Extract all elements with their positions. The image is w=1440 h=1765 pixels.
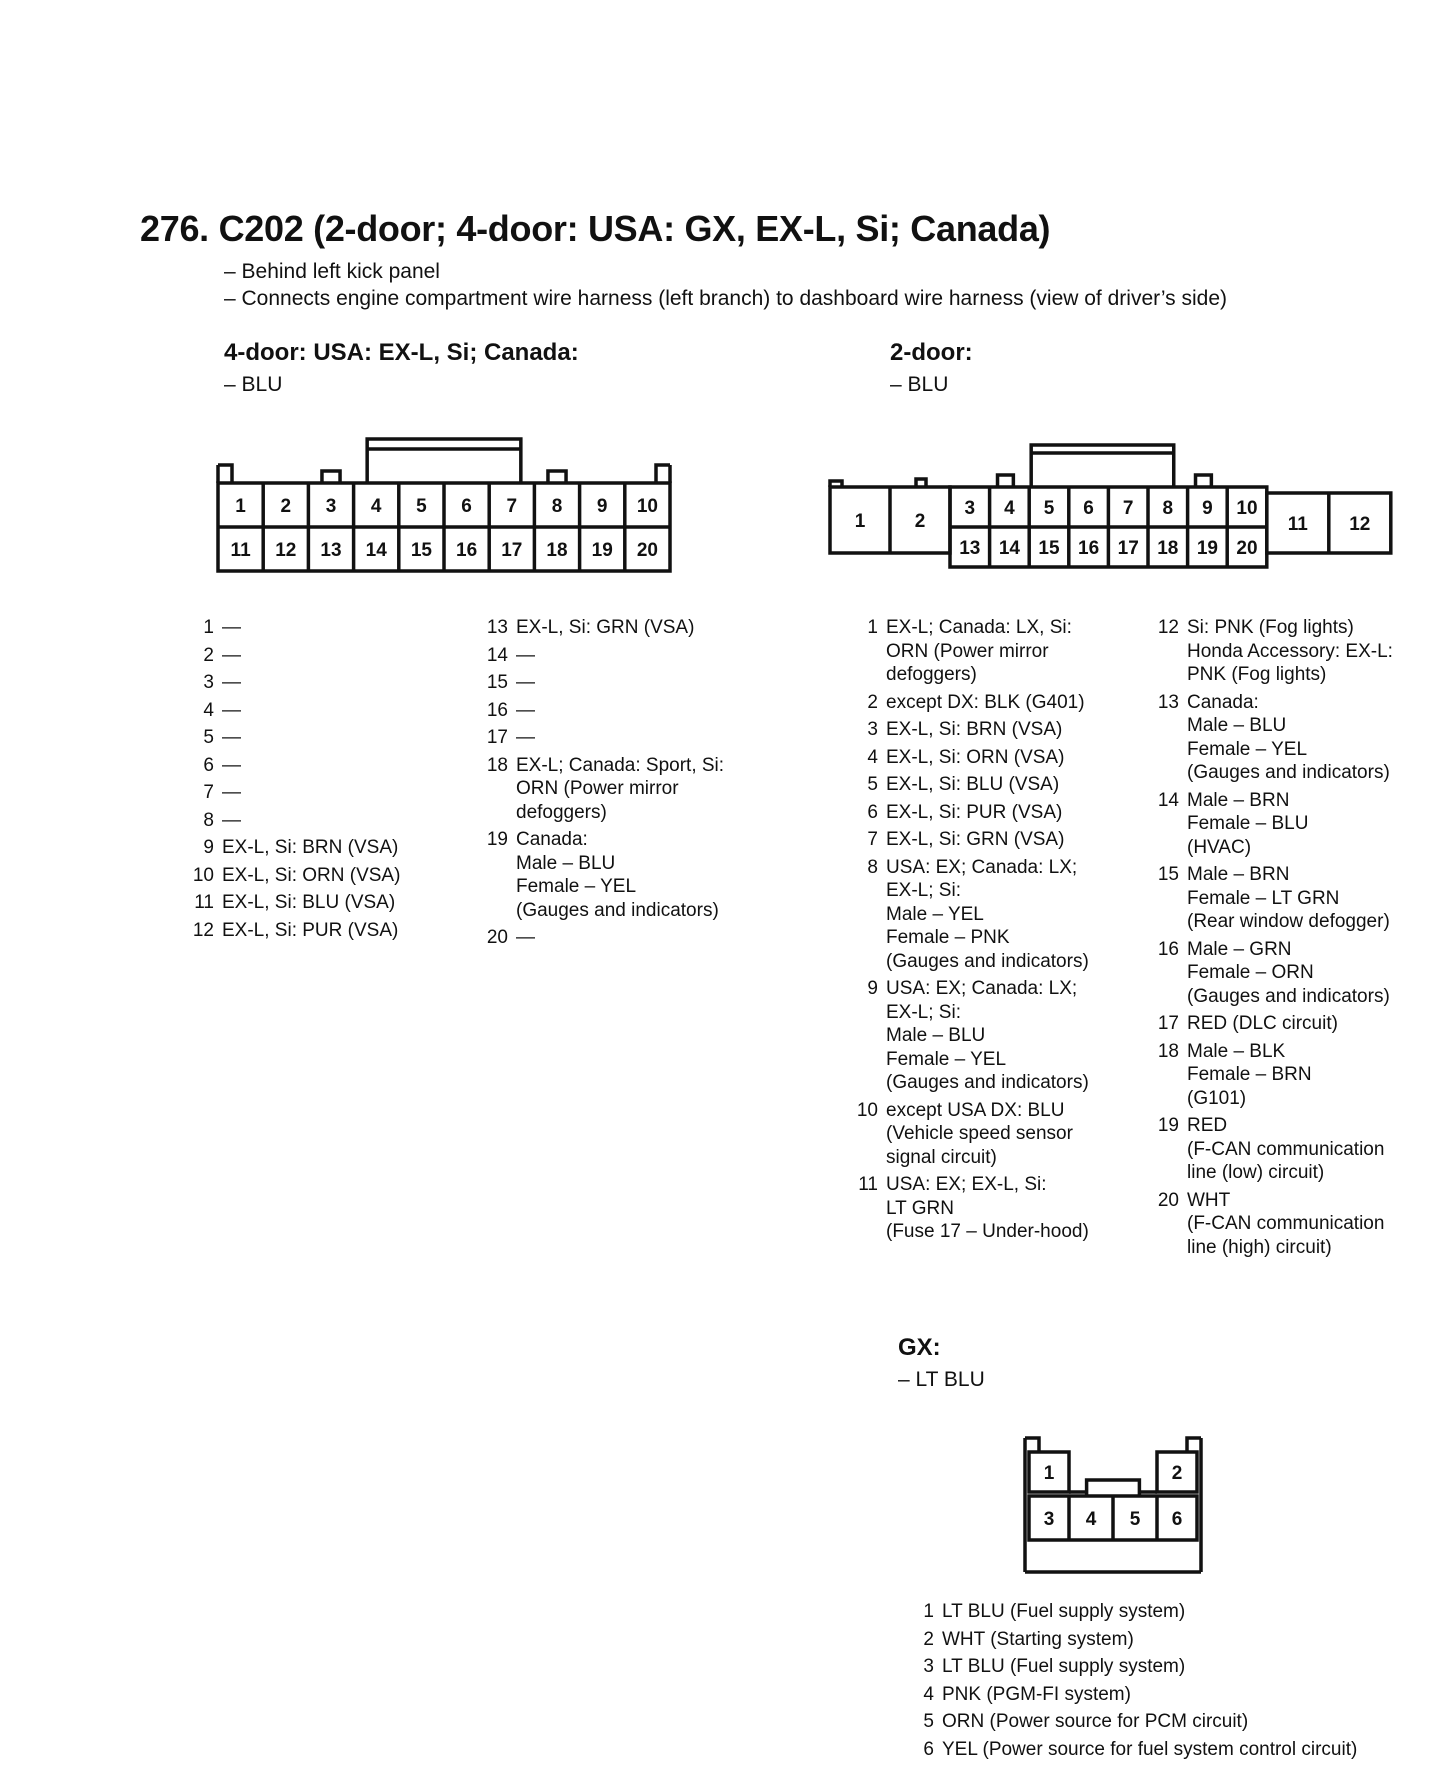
- pin-description: —: [516, 699, 535, 721]
- pin-description: Canada: Male – BLU Female – YEL (Gauges and indicators): [1187, 691, 1390, 783]
- pin-label: 10: [1236, 498, 1258, 519]
- pin-number: 18: [1157, 1040, 1179, 1062]
- pin-description: Male – GRN Female – ORN (Gauges and indicators): [1187, 938, 1390, 1007]
- pin-label: 9: [1202, 498, 1213, 519]
- pin-label: 4: [1004, 498, 1015, 519]
- pin-number: 10: [856, 1099, 878, 1121]
- pin-label: 4: [1085, 1509, 1097, 1530]
- pin-description: EX-L, Si: PUR (VSA): [886, 801, 1063, 823]
- pin-number: 19: [1157, 1115, 1179, 1136]
- pin-number: 4: [867, 746, 878, 768]
- pin-number: 20: [486, 927, 508, 948]
- pin-number: 16: [1157, 938, 1179, 960]
- pin-number: 3: [867, 719, 878, 740]
- connection-note: – Connects engine compartment wire harness (left branch) to dashboard wire harness (view of driver’s side): [224, 287, 1228, 310]
- pin-number: 5: [867, 774, 878, 795]
- pin-number: 15: [486, 672, 508, 693]
- pin-description: WHT (F-CAN communication line (high) circuit): [1187, 1189, 1385, 1258]
- pin-number: 11: [858, 1174, 878, 1195]
- pin-label: 6: [461, 496, 472, 517]
- pin-number: 2: [923, 1628, 934, 1650]
- pin-label: 18: [546, 540, 568, 561]
- pin-label: 12: [1349, 514, 1371, 535]
- pin-label: 10: [636, 496, 658, 517]
- pin-label: 18: [1157, 538, 1179, 559]
- pin-label: 3: [1043, 1509, 1055, 1530]
- pin-number: 8: [203, 809, 214, 831]
- pin-description: EX-L, Si: PUR (VSA): [222, 919, 399, 941]
- pin-description: RED (F-CAN communication line (low) circuit): [1187, 1115, 1385, 1183]
- pin-label: 6: [1083, 498, 1094, 519]
- pin-description: ORN (Power source for PCM circuit): [942, 1711, 1249, 1732]
- pin-label: 19: [591, 540, 613, 561]
- pin-description: RED (DLC circuit): [1187, 1013, 1338, 1034]
- pin-label: 5: [416, 496, 427, 517]
- pin-description: —: [222, 809, 241, 831]
- pin-description: EX-L; Canada: Sport, Si: ORN (Power mirror defoggers): [516, 754, 725, 823]
- pin-description: EX-L, Si: BLU (VSA): [222, 892, 396, 913]
- pin-number: 17: [1157, 1013, 1179, 1034]
- pin-number: 10: [192, 864, 214, 886]
- pin-number: 19: [486, 829, 508, 850]
- pin-description: —: [516, 727, 535, 748]
- location-note: – Behind left kick panel: [224, 260, 440, 283]
- pin-number: 8: [867, 856, 878, 878]
- pin-description: —: [222, 754, 241, 776]
- pin-description: EX-L, Si: BLU (VSA): [886, 774, 1060, 795]
- shell-left: [1025, 1438, 1039, 1452]
- gx-pin-list: [920, 1600, 1430, 1765]
- gx-heading: GX:: [898, 1334, 941, 1361]
- pin-number: 15: [1157, 864, 1179, 885]
- pin-label: 15: [410, 540, 432, 561]
- pin-number: 11: [194, 892, 214, 913]
- pin-description: —: [516, 644, 535, 666]
- pin-label: 20: [636, 540, 658, 561]
- pin-description: EX-L, Si: BRN (VSA): [222, 837, 399, 858]
- pin-number: 2: [203, 644, 214, 666]
- pin-number: 14: [486, 644, 508, 666]
- pin-description: —: [222, 644, 241, 666]
- pin-label: 5: [1129, 1509, 1141, 1530]
- connector-lock: [1087, 1480, 1140, 1496]
- two-door-heading: 2-door:: [890, 339, 973, 366]
- pin-description: Male – BLK Female – BRN (G101): [1187, 1040, 1312, 1109]
- pin-description: EX-L, Si: GRN (VSA): [516, 617, 695, 638]
- pin-label: 3: [964, 498, 976, 519]
- pin-description: except DX: BLK (G401): [886, 691, 1085, 713]
- pin-label: 1: [854, 511, 866, 532]
- pin-label: 19: [1196, 538, 1218, 559]
- pin-label: 1: [1043, 1463, 1055, 1484]
- pin-label: 14: [365, 540, 387, 561]
- page-title: 276. C202 (2-door; 4-door: USA: GX, EX-L, Si; Canada): [140, 208, 1051, 249]
- pin-number: 1: [923, 1601, 934, 1622]
- pin-label: 16: [456, 540, 478, 561]
- pin-description-item: [920, 1600, 1430, 1624]
- pin-description-item: [920, 1738, 1430, 1762]
- pin-label: 4: [370, 496, 382, 517]
- pin-description: —: [516, 672, 535, 693]
- pin-number: 12: [192, 919, 214, 941]
- pin-label: 7: [1122, 498, 1134, 519]
- pin-number: 13: [1157, 691, 1179, 713]
- pin-label: 2: [1171, 1463, 1183, 1484]
- pin-description: LT BLU (Fuel supply system): [942, 1656, 1186, 1677]
- pin-number: 5: [923, 1711, 934, 1732]
- pin-number: 7: [203, 782, 214, 803]
- pin-label: 6: [1171, 1509, 1183, 1530]
- pin-number: 1: [203, 617, 214, 638]
- pin-label: 1: [235, 496, 246, 517]
- four-door-color: – BLU: [224, 373, 283, 396]
- pin-label: 15: [1038, 538, 1060, 559]
- pin-description: WHT (Starting system): [942, 1628, 1134, 1650]
- pin-number: 9: [203, 837, 214, 858]
- pin-number: 20: [1157, 1189, 1179, 1211]
- pin-label: 7: [506, 496, 518, 517]
- pin-description: PNK (PGM-FI system): [942, 1683, 1131, 1705]
- pin-description: USA: EX; Canada: LX; EX-L; Si: Male – YEL Female – PNK (Gauges and indicators): [886, 856, 1089, 972]
- pin-number: 9: [867, 978, 878, 999]
- pin-label: 2: [280, 496, 292, 517]
- pin-description: Canada: Male – BLU Female – YEL (Gauges and indicators): [516, 829, 719, 921]
- pin-number: 1: [867, 617, 878, 638]
- pin-description-item: [920, 1710, 1430, 1734]
- pin-label: 17: [1117, 538, 1139, 559]
- pin-number: 7: [867, 829, 878, 850]
- pin-description: Si: PNK (Fog lights) Honda Accessory: EX-L: PNK (Fog lights): [1187, 617, 1393, 685]
- pin-label: 9: [596, 496, 608, 517]
- pin-number: 17: [486, 727, 508, 748]
- pin-number: 6: [203, 754, 214, 776]
- pin-description: EX-L, Si: GRN (VSA): [886, 829, 1065, 850]
- pin-label: 11: [1287, 514, 1308, 535]
- pin-description: —: [222, 672, 241, 693]
- pin-label: 3: [325, 496, 337, 517]
- pin-number: 12: [1157, 617, 1179, 638]
- pin-number: 3: [203, 672, 214, 693]
- pin-label: 12: [275, 540, 297, 561]
- pin-description-item: [920, 1683, 1430, 1707]
- pin-description: EX-L; Canada: LX, Si: ORN (Power mirror defoggers): [886, 617, 1072, 685]
- pin-description: Male – BRN Female – BLU (HVAC): [1187, 789, 1309, 858]
- pin-label: 13: [959, 538, 981, 559]
- pin-description: except USA DX: BLU (Vehicle speed sensor signal circuit): [886, 1099, 1073, 1168]
- pin-label: 11: [230, 540, 251, 561]
- pin-number: 4: [923, 1683, 934, 1705]
- pin-number: 6: [867, 801, 878, 823]
- pin-number: 5: [203, 727, 214, 748]
- two-door-color: – BLU: [890, 373, 949, 396]
- pin-label: 13: [320, 540, 342, 561]
- pin-label: 5: [1043, 498, 1055, 519]
- pin-number: 3: [923, 1656, 934, 1677]
- pin-description: LT BLU (Fuel supply system): [942, 1601, 1186, 1622]
- four-door-heading: 4-door: USA: EX-L, Si; Canada:: [224, 339, 579, 366]
- shell-right: [1187, 1438, 1201, 1452]
- pin-label: 8: [1162, 498, 1174, 519]
- pin-number: 2: [867, 691, 878, 713]
- pin-description: —: [222, 782, 241, 803]
- pin-description-item: [920, 1628, 1430, 1652]
- pin-description: Male – BRN Female – LT GRN (Rear window defogger): [1187, 864, 1390, 932]
- pin-description: —: [222, 699, 241, 721]
- pin-label: 17: [501, 540, 523, 561]
- pin-description: —: [222, 727, 241, 748]
- pin-description-item: [920, 1655, 1430, 1679]
- pin-description: —: [222, 617, 241, 638]
- pin-label: 8: [551, 496, 563, 517]
- pin-description: EX-L, Si: ORN (VSA): [222, 864, 401, 886]
- pin-label: 16: [1078, 538, 1100, 559]
- pin-number: 18: [486, 754, 508, 776]
- pin-description: USA: EX; EX-L, Si: LT GRN (Fuse 17 – Under-hood): [886, 1174, 1089, 1242]
- pin-description: —: [516, 927, 535, 948]
- pin-number: 4: [203, 699, 214, 721]
- pin-number: 6: [923, 1738, 934, 1760]
- pin-number: 16: [486, 699, 508, 721]
- pin-description: USA: EX; Canada: LX; EX-L; Si: Male – BLU Female – YEL (Gauges and indicators): [886, 978, 1089, 1093]
- pin-description: YEL (Power source for fuel system control circuit): [942, 1738, 1358, 1760]
- pin-label: 14: [998, 538, 1020, 559]
- pin-description: EX-L, Si: BRN (VSA): [886, 719, 1063, 740]
- pin-label: 2: [914, 511, 926, 532]
- gx-color: – LT BLU: [898, 1368, 985, 1391]
- pin-number: 13: [486, 617, 508, 638]
- pin-label: 20: [1236, 538, 1258, 559]
- pin-description: EX-L, Si: ORN (VSA): [886, 746, 1065, 768]
- pin-number: 14: [1157, 789, 1179, 811]
